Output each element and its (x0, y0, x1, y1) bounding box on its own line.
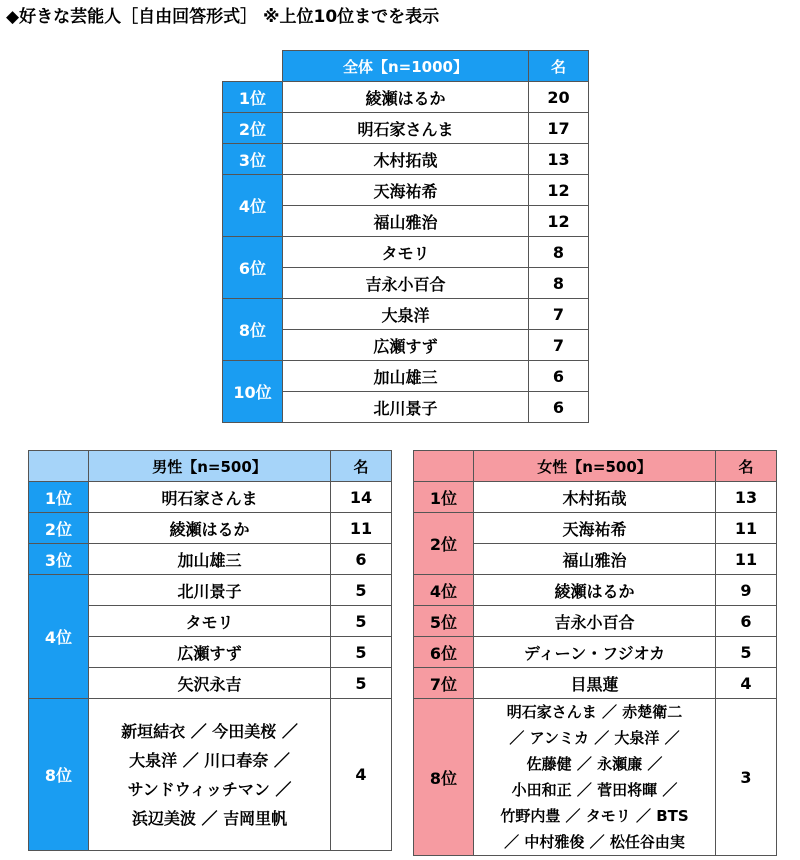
name-cell: 天海祐希 (283, 175, 529, 206)
name-cell: 天海祐希 (474, 513, 716, 544)
table-row (29, 575, 392, 606)
rank-cell: 1位 (29, 482, 89, 513)
rank-cell: 3位 (29, 544, 89, 575)
table-row (414, 575, 777, 606)
count-cell: 4 (716, 668, 777, 699)
male-unit-header: 名 (331, 451, 392, 482)
name-line: 大泉洋 ／ 川口春奈 ／ (129, 750, 290, 770)
header-corner (414, 451, 474, 482)
name-line: 佐藤健 ／ 永瀬廉 ／ (526, 755, 663, 773)
count-cell: 20 (529, 82, 589, 113)
count-cell: 5 (331, 606, 392, 637)
table-header-row (29, 451, 392, 482)
name-multiline-cell (89, 699, 331, 851)
table-row (223, 361, 589, 392)
name-cell: 福山雅治 (283, 206, 529, 237)
female-unit-header: 名 (716, 451, 777, 482)
name-line: サンドウィッチマン ／ (127, 779, 292, 799)
table-row (29, 544, 392, 575)
rank-cell: 4位 (223, 175, 283, 237)
name-cell: 綾瀬はるか (283, 82, 529, 113)
rank-cell: 1位 (223, 82, 283, 113)
table-row (29, 699, 392, 851)
name-cell: 広瀬すず (283, 330, 529, 361)
rank-cell: 6位 (223, 237, 283, 299)
name-cell: タモリ (89, 606, 331, 637)
rank-cell: 10位 (223, 361, 283, 423)
table-row (223, 175, 589, 206)
name-cell: 明石家さんま (89, 482, 331, 513)
name-line: 明石家さんま ／ 赤楚衛二 (506, 703, 683, 721)
header-corner (29, 451, 89, 482)
count-cell: 13 (529, 144, 589, 175)
count-cell: 6 (529, 361, 589, 392)
count-cell: 6 (716, 606, 777, 637)
name-line: 新垣結衣 ／ 今田美桜 ／ (121, 721, 298, 741)
rank-cell: 5位 (414, 606, 474, 637)
male-ranking-table (28, 450, 392, 851)
count-cell: 5 (716, 637, 777, 668)
rank-cell: 2位 (223, 113, 283, 144)
table-row (414, 668, 777, 699)
table-row (414, 513, 777, 544)
count-cell: 11 (716, 544, 777, 575)
name-cell: 綾瀬はるか (89, 513, 331, 544)
count-cell: 7 (529, 330, 589, 361)
name-cell: 目黒蓮 (474, 668, 716, 699)
male-header: 男性【n=500】 (89, 451, 331, 482)
count-cell: 12 (529, 206, 589, 237)
table-row (223, 144, 589, 175)
name-line: 竹野内豊 ／ タモリ ／ BTS (500, 807, 689, 825)
name-line: ／ アンミカ ／ 大泉洋 ／ (509, 729, 680, 747)
count-cell: 11 (716, 513, 777, 544)
table-row (414, 637, 777, 668)
count-cell: 17 (529, 113, 589, 144)
header-corner (223, 51, 283, 82)
name-cell: タモリ (283, 237, 529, 268)
count-cell: 9 (716, 575, 777, 606)
name-cell: 北川景子 (283, 392, 529, 423)
count-cell: 6 (331, 544, 392, 575)
count-cell: 8 (529, 237, 589, 268)
name-multiline-cell (474, 699, 716, 856)
table-row (29, 513, 392, 544)
female-header: 女性【n=500】 (474, 451, 716, 482)
table-header-row (414, 451, 777, 482)
name-cell: 大泉洋 (283, 299, 529, 330)
count-cell: 3 (716, 699, 777, 856)
name-line: ／ 中村雅俊 ／ 松任谷由実 (504, 833, 685, 851)
count-cell: 11 (331, 513, 392, 544)
overall-ranking-table (222, 50, 589, 423)
table-row (223, 82, 589, 113)
name-cell: 吉永小百合 (283, 268, 529, 299)
female-ranking-table (413, 450, 777, 856)
table-row (414, 699, 777, 856)
name-cell: 木村拓哉 (283, 144, 529, 175)
count-cell: 7 (529, 299, 589, 330)
table-row (414, 482, 777, 513)
count-cell: 6 (529, 392, 589, 423)
rank-cell: 4位 (29, 575, 89, 699)
table-row (414, 606, 777, 637)
count-cell: 14 (331, 482, 392, 513)
count-cell: 4 (331, 699, 392, 851)
rank-cell: 2位 (414, 513, 474, 575)
rank-cell: 2位 (29, 513, 89, 544)
count-cell: 8 (529, 268, 589, 299)
name-line: 小田和正 ／ 菅田将暉 ／ (511, 781, 678, 799)
page-title: ◆好きな芸能人［自由回答形式］ ※上位10位までを表示 (6, 7, 440, 27)
count-cell: 5 (331, 668, 392, 699)
name-cell: 福山雅治 (474, 544, 716, 575)
count-cell: 5 (331, 637, 392, 668)
table-row (223, 237, 589, 268)
table-row (29, 482, 392, 513)
table-header-row (223, 51, 589, 82)
table-row (223, 299, 589, 330)
rank-cell: 3位 (223, 144, 283, 175)
name-cell: 矢沢永吉 (89, 668, 331, 699)
name-cell: 加山雄三 (283, 361, 529, 392)
rank-cell: 8位 (414, 699, 474, 856)
name-cell: 明石家さんま (283, 113, 529, 144)
rank-cell: 4位 (414, 575, 474, 606)
overall-unit-header: 名 (529, 51, 589, 82)
name-cell: ディーン・フジオカ (474, 637, 716, 668)
rank-cell: 8位 (29, 699, 89, 851)
table-row (223, 113, 589, 144)
name-cell: 北川景子 (89, 575, 331, 606)
name-cell: 吉永小百合 (474, 606, 716, 637)
count-cell: 5 (331, 575, 392, 606)
name-cell: 木村拓哉 (474, 482, 716, 513)
count-cell: 13 (716, 482, 777, 513)
rank-cell: 7位 (414, 668, 474, 699)
count-cell: 12 (529, 175, 589, 206)
rank-cell: 8位 (223, 299, 283, 361)
name-line: 浜辺美波 ／ 吉岡里帆 (131, 808, 288, 828)
name-cell: 広瀬すず (89, 637, 331, 668)
name-cell: 加山雄三 (89, 544, 331, 575)
rank-cell: 6位 (414, 637, 474, 668)
overall-header: 全体【n=1000】 (283, 51, 529, 82)
name-cell: 綾瀬はるか (474, 575, 716, 606)
rank-cell: 1位 (414, 482, 474, 513)
